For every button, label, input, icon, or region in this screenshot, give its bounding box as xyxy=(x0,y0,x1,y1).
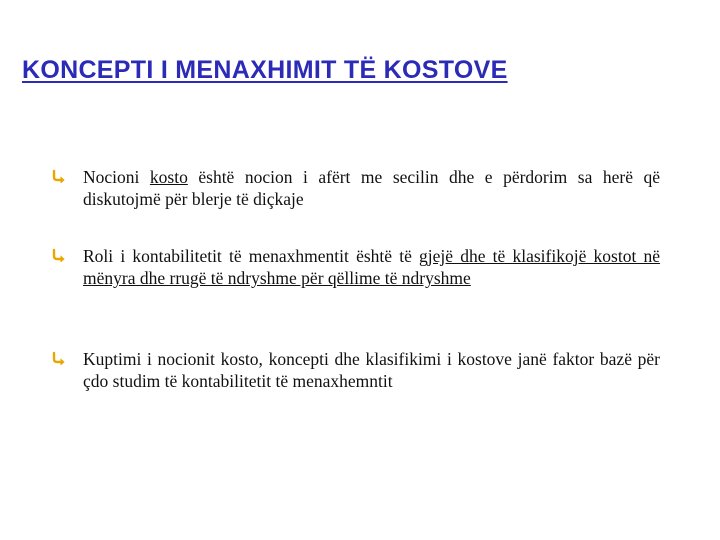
bullet-text xyxy=(83,348,660,392)
text-segment: është nocion i afërt me secilin dhe e përdorim sa herë që diskutojmë për blerje të diçkaje xyxy=(83,167,660,209)
text-segment: Nocioni xyxy=(83,167,150,187)
slide-title: KONCEPTI I MENAXHIMIT TË KOSTOVE xyxy=(22,56,508,84)
bullet-item-1 xyxy=(52,166,660,210)
bullet-item-2 xyxy=(52,245,660,289)
bullet-text xyxy=(83,245,660,289)
text-segment: Roli i kontabilitetit të menaxhmentit është të xyxy=(83,246,420,266)
bullet-item-3 xyxy=(52,348,660,392)
text-segment-underlined: gjejë dhe të klasifikojë kostot në mënyra dhe rrugë të ndryshme për qëllime të ndryshme xyxy=(83,246,661,288)
curved-arrow-icon xyxy=(52,169,66,183)
curved-arrow-icon xyxy=(52,351,66,365)
bullet-text xyxy=(83,166,660,210)
text-segment: Kuptimi i nocionit kosto, koncepti dhe klasifikimi i kostove janë faktor bazë për çdo studim të kontabilitetit të menaxhemntit xyxy=(83,349,660,391)
curved-arrow-icon xyxy=(52,248,66,262)
text-segment-underlined: kosto xyxy=(149,167,188,187)
